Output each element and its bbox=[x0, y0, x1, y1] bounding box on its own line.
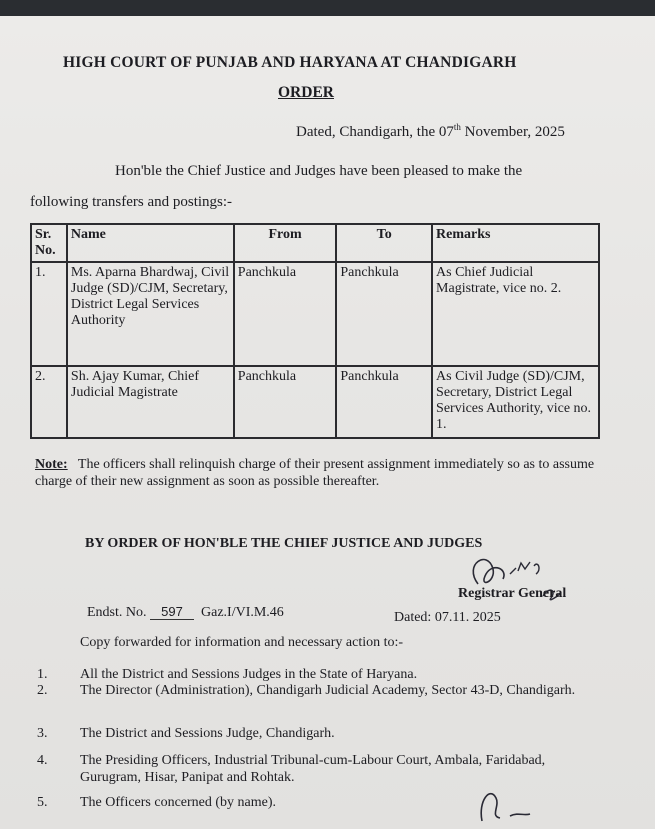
header-remarks: Remarks bbox=[432, 224, 599, 262]
screen-top-bezel bbox=[0, 0, 655, 16]
recipient-text: The District and Sessions Judge, Chandigarh. bbox=[80, 726, 335, 741]
cell-remarks: As Chief Judicial Magistrate, vice no. 2. bbox=[432, 262, 599, 366]
header-name: Name bbox=[67, 224, 234, 262]
recipient-number: 1. bbox=[37, 667, 48, 682]
cell-sr: 2. bbox=[31, 366, 67, 438]
table-header-row bbox=[31, 224, 599, 262]
endorsement-date: Dated: 07.11. 2025 bbox=[394, 610, 501, 625]
court-heading: HIGH COURT OF PUNJAB AND HARYANA AT CHANDIGARH bbox=[63, 54, 517, 71]
recipient-number: 4. bbox=[37, 753, 48, 768]
order-date: Dated, Chandigarh, the 07th November, 2025 bbox=[296, 122, 565, 140]
registrar-title: Registrar General bbox=[458, 586, 567, 601]
table-row bbox=[31, 366, 599, 438]
header-to: To bbox=[336, 224, 432, 262]
copy-forwarded-line: Copy forwarded for information and necessary action to:- bbox=[80, 635, 404, 650]
cell-sr: 1. bbox=[31, 262, 67, 366]
cell-name: Sh. Ajay Kumar, Chief Judicial Magistrate bbox=[67, 366, 234, 438]
table-row bbox=[31, 262, 599, 366]
endorsement-number: 597 bbox=[150, 604, 194, 620]
intro-line-2: following transfers and postings:- bbox=[30, 194, 233, 210]
recipient-number: 5. bbox=[37, 795, 48, 810]
transfers-table bbox=[30, 223, 600, 439]
cell-remarks: As Civil Judge (SD)/CJM, Secretary, District Legal Services Authority, vice no. 1. bbox=[432, 366, 599, 438]
note-paragraph bbox=[35, 456, 595, 490]
header-sr-no: Sr. No. bbox=[31, 224, 67, 262]
recipient-text: All the District and Sessions Judges in the State of Haryana. bbox=[80, 667, 418, 682]
recipient-text: The Presiding Officers, Industrial Tribunal-cum-Labour Court, Ambala, Faridabad, Gurugram, Hisar, Panipat and Rohtak. bbox=[80, 753, 546, 785]
note-label: Note: bbox=[35, 457, 68, 472]
recipient-number: 3. bbox=[37, 726, 48, 741]
recipient-text: The Officers concerned (by name). bbox=[80, 795, 277, 810]
cell-from: Panchkula bbox=[234, 262, 337, 366]
note-text: The officers shall relinquish charge of their present assignment immediately so as to assume charge of their new assignment as soon as possible thereafter. bbox=[35, 457, 595, 489]
handwritten-mark bbox=[470, 776, 550, 826]
by-order-line: BY ORDER OF HON'BLE THE CHIEF JUSTICE AND JUDGES bbox=[85, 536, 483, 551]
document-page bbox=[0, 16, 655, 829]
cell-from: Panchkula bbox=[234, 366, 337, 438]
cell-name: Ms. Aparna Bhardwaj, Civil Judge (SD)/CJM, Secretary, District Legal Services Authority bbox=[67, 262, 234, 366]
order-title: ORDER bbox=[278, 84, 334, 101]
recipient-number: 2. bbox=[37, 683, 48, 698]
endorsement-line: Endst. No. 597 Gaz.I/VI.M.46 bbox=[87, 604, 284, 620]
recipient-text: The Director (Administration), Chandigarh Judicial Academy, Sector 43-D, Chandigarh. bbox=[80, 683, 576, 698]
header-from: From bbox=[234, 224, 337, 262]
cell-to: Panchkula bbox=[336, 366, 432, 438]
intro-line-1: Hon'ble the Chief Justice and Judges have been pleased to make the bbox=[115, 163, 523, 179]
cell-to: Panchkula bbox=[336, 262, 432, 366]
